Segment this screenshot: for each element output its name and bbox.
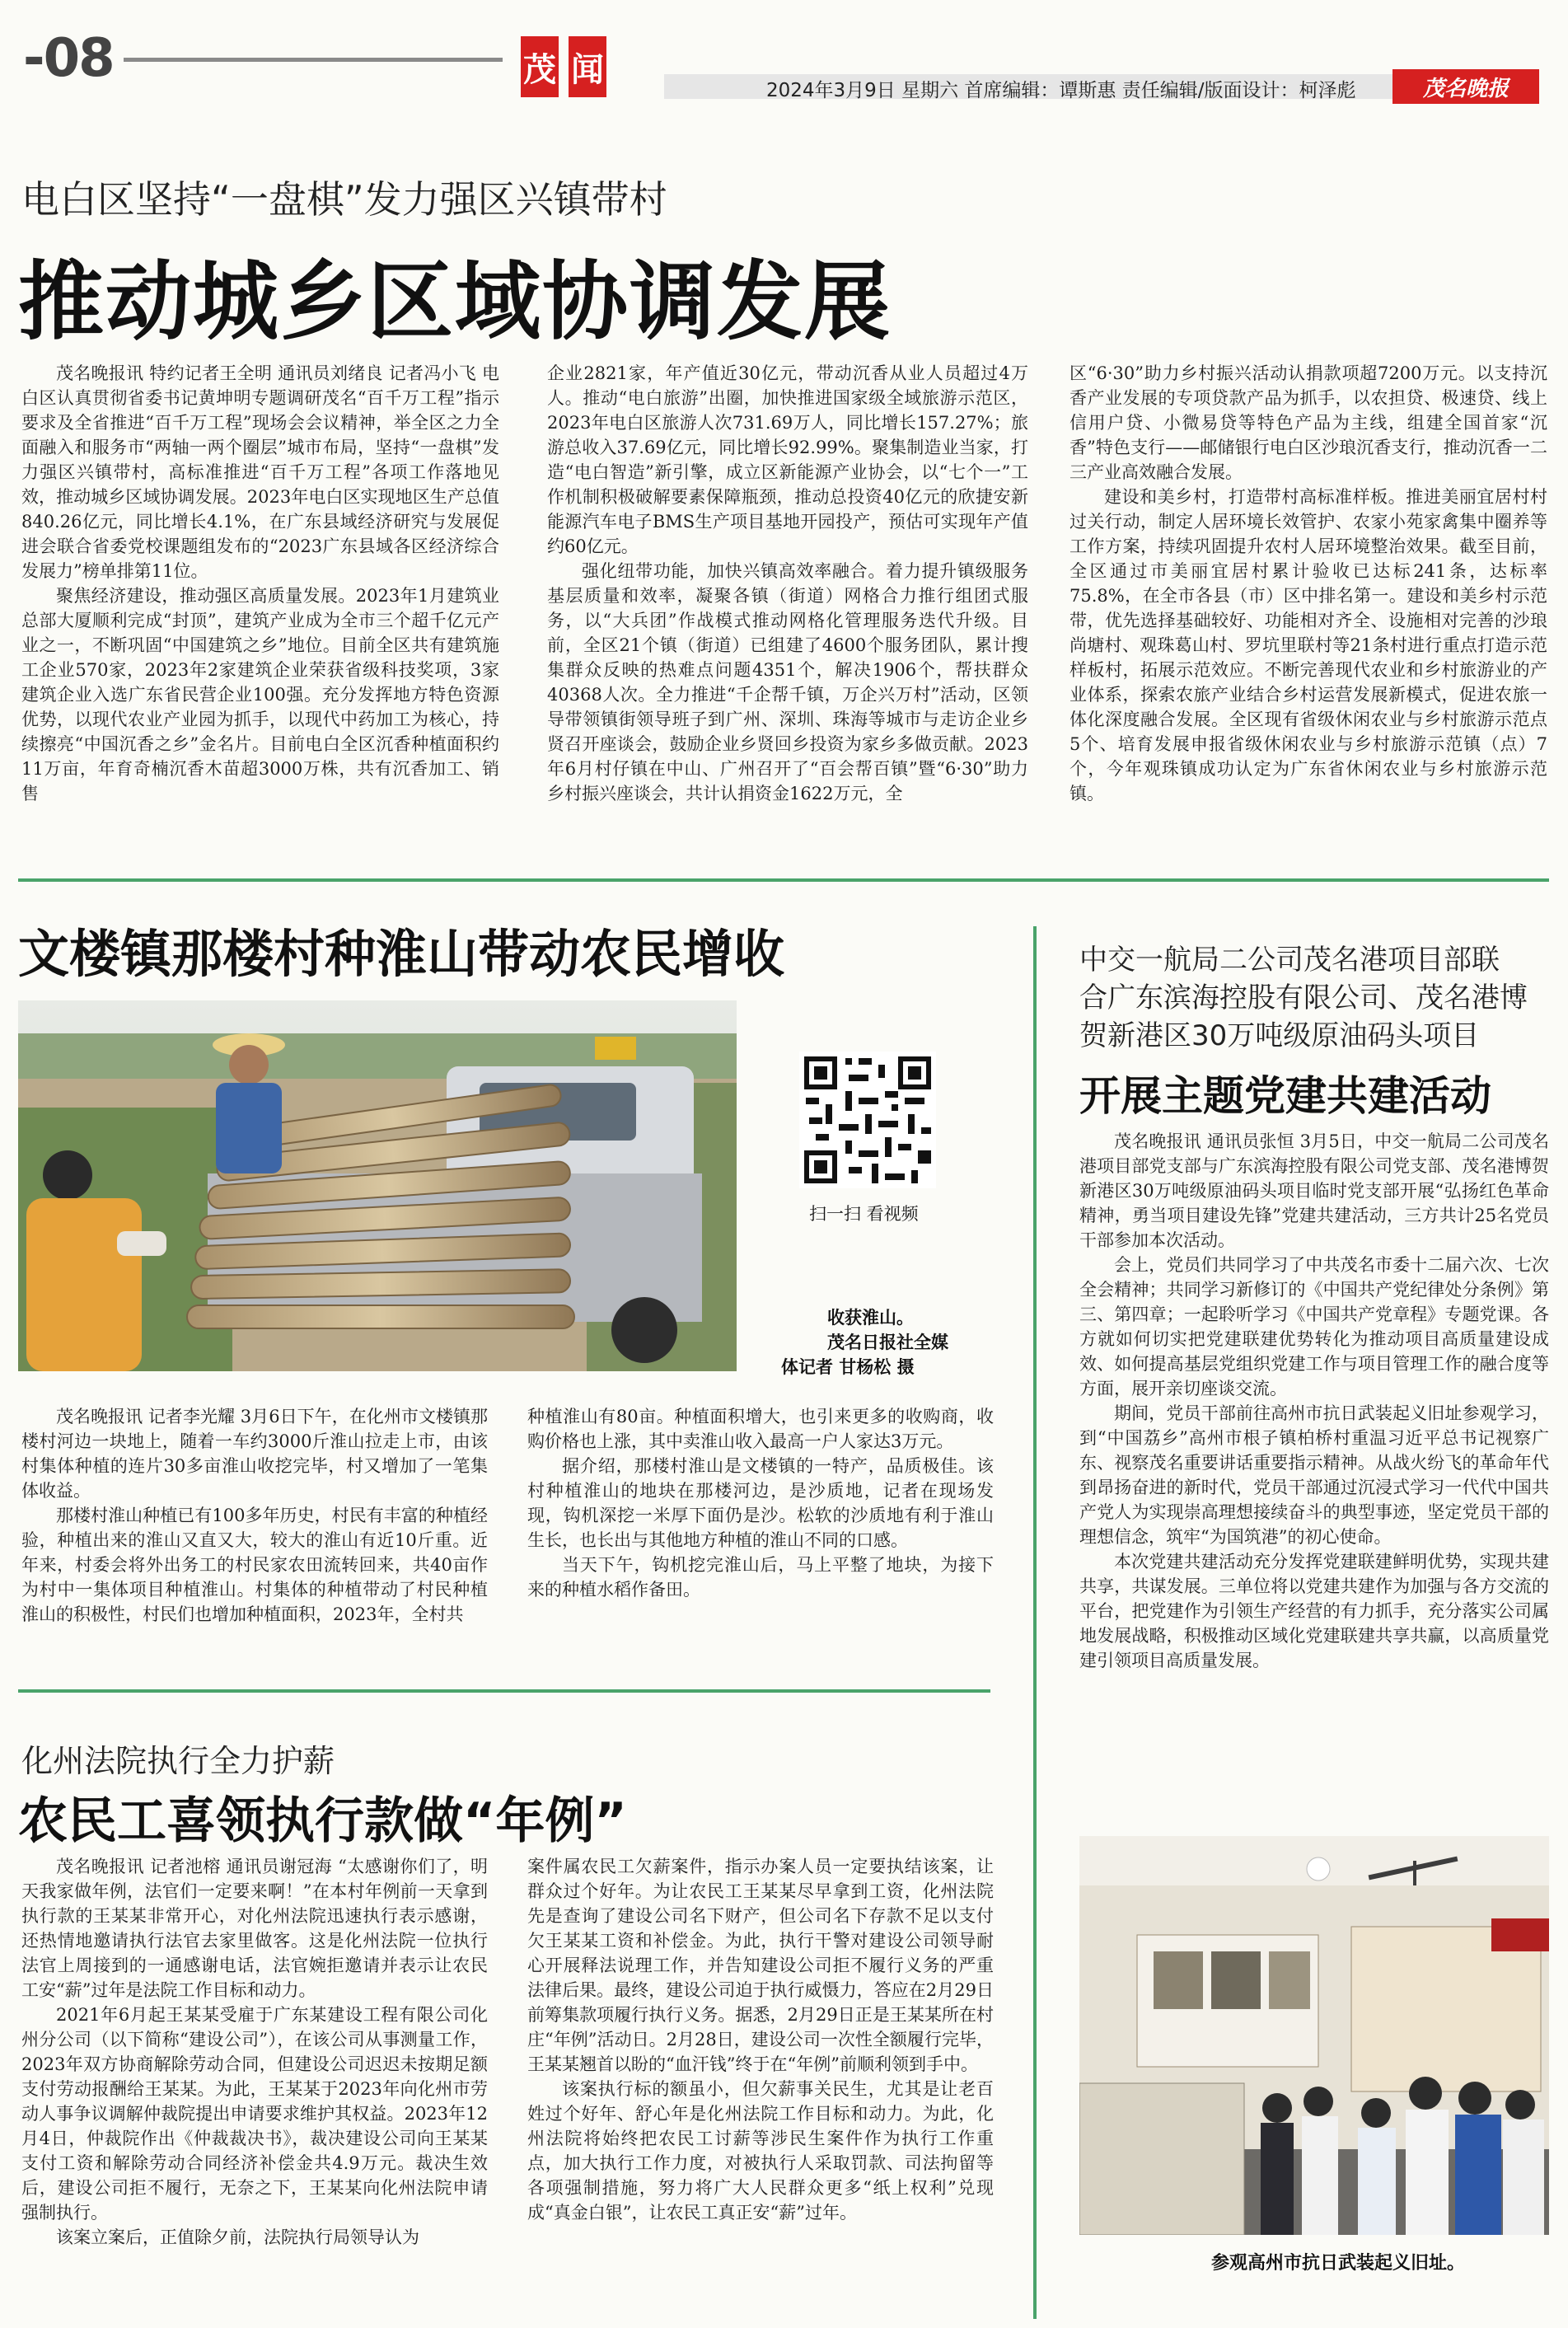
article2-col1-para: 茂名晚报讯 记者李光耀 3月6日下午，在化州市文楼镇那楼村河边一块地上，随着一车约3000斤淮山拉走上市，由该村集体种植的连片30多亩淮山收挖完毕，村又增加了一笔集体收益。 [21,1407,488,1501]
article2-column-2 [527,1404,994,1668]
article3-col1-para: 茂名晚报讯 记者池榕 通讯员谢冠海 “太感谢你们了，明天我家做年例，法官们一定要来啊！”在本村年例前一天拿到执行款的王某某非常开心，对化州法院迅速执行表示感谢，还热情地邀请执行法官去家里做客。这是化州法院一位执行法官上周接到的一通感谢电话，法官婉拒邀请并表示让农民工安“薪”过年是法院工作目标和动力。 [21,1857,488,2000]
article3-col2-para: 案件属农民工欠薪案件，指示办案人员一定要执结该案，让群众过个好年。为让农民工王某某尽早拿到工资，化州法院先是查询了建设公司名下财产，但公司名下存款不足以支付欠王某某工资和补偿金。为此，执行干警对建设公司领导耐心开展释法说理工作，并告知建设公司拒不履行义务的严重法律后果。最终，建设公司迫于执行威慑力，答应在2月29日前筹集款项履行执行义务。据悉，2月29日正是王某某所在村庄“年例”活动日。2月28日，建设公司一次性全额履行完毕，王某某翘首以盼的“血汗钱”终于在“年例”前顺利领到手中。 [527,1857,994,2074]
article2-col2-para: 当天下午，钩机挖完淮山后，马上平整了地块，为接下来的种植水稻作备田。 [527,1555,994,1600]
article4-kicker-line: 合广东滨海控股有限公司、茂名港博 [1079,981,1528,1014]
section-divider [18,1689,990,1693]
article1-column-3 [1070,361,1547,855]
article2-headline: 文楼镇那楼村种淮山带动农民增收 [18,924,785,984]
article4-kicker-line: 贺新港区30万吨级原油码头项目 [1079,1019,1480,1052]
article3-col1-para: 2021年6月起王某某受雇于广东某建设工程有限公司化州分公司（以下简称“建设公司”），在该公司从事测量工作，2023年双方协商解除劳动合同，但建设公司迟迟未按期足额支付劳动报酬给王某某。为此，王某某于2023年向化州市劳动人事争议调解仲裁院提出申请要求维护其权益。2023年12月4日，仲裁院作出《仲裁裁决书》，裁决建设公司向王某某支付工资和解除劳动合同经济补偿金共4.9万元。裁决生效后，建设公司拒不履行，无奈之下，王某某向化州法院申请强制执行。 [21,2005,488,2223]
article1-col3-para: 区“6·30”助力乡村振兴活动认捐款项超7200万元。以支持沉香产业发展的专项贷款产品为抓手，以农担贷、极速贷、线上信用户贷、小微易贷等特色产品为主线，组建全国首家“沉香”特色支行——邮储银行电白区沙琅沉香支行，推动沉香一二三产业高效融合发展。 [1070,363,1547,482]
article1-headline: 推动城乡区域协调发展 [18,251,892,352]
article4-para: 会上，党员们共同学习了中共茂名市委十二届六次、七次全会精神；共同学习新修订的《中国共产党纪律处分条例》第三、第四章；一起聆听学习《中国共产党章程》专题党课。各方就如何切实把党建联建优势转化为推动项目高质量建设成效、如何提高基层党组织党建工作与项目管理工作的融合度等方面，展开亲切座谈交流。 [1079,1255,1549,1398]
article4-para: 本次党建共建活动充分发挥党建联建鲜明优势，实现共建共享，共谋发展。三单位将以党建共建作为加强与各方交流的平台，把党建作为引领生产经营的有力抓手，充分落实公司属地发展战略，积极推动区域化党建联建共享共赢，以高质量党建引领项目高质量发展。 [1079,1552,1549,1670]
video-qr-code[interactable] [799,1052,936,1188]
article2-col2-para: 种植淮山有80亩。种植面积增大，也引来更多的收购商，收购价格也上涨，其中卖淮山收入最高一户人家达3万元。 [527,1407,994,1451]
photo-caption-line: 收获淮山。 [827,1308,914,1328]
yam-harvest-photo [18,1000,737,1371]
page-number: -08 [23,28,114,89]
article1-col3-para: 建设和美乡村，打造带村高标准样板。推进美丽宜居村村过关行动，制定人居环境长效管护、农家小苑家禽集中圈养等工作方案，持续巩固提升农村人居环境整治效果。截至目前，全区通过市美丽宜居村累计验收已达标241条，达标率75.8%，在全市各县（市）区中排名第一。建设和美乡村示范带，优先选择基础较好、功能相对齐全、设施相对完善的沙琅尚塘村、观珠葛山村、罗坑里联村等21条村进行重点打造示范样板村，拓展示范效应。不断完善现代农业和乡村旅游业的产业体系，探索农旅产业结合乡村运营发展新模式，促进农旅一体化深度融合发展。全区现有省级休闲农业与乡村旅游示范点5个、培育发展申报省级休闲农业与乡村旅游示范镇（点）7个，今年观珠镇成功认定为广东省休闲农业与乡村旅游示范镇。 [1070,487,1547,803]
column-divider [1033,926,1037,2319]
dateline: 2024年3月9日 星期六 首席编辑：谭斯惠 责任编辑/版面设计：柯泽彪 [766,80,1356,101]
article1-column-1 [21,361,499,855]
article3-col2-para: 该案执行标的额虽小，但欠薪事关民生，尤其是让老百姓过个好年、舒心年是化州法院工作目标和动力。为此，化州法院将始终把农民工讨薪等涉民生案件作为执行工作重点，加大执行工作力度，对被执行人采取罚款、司法拘留等各项强制措施，努力将广大人民群众更多“纸上权利”兑现成“真金白银”，让农民工真正安“薪”过年。 [527,2079,994,2223]
page-number-rule [124,58,503,62]
article1-kicker: 电白区坚持“一盘棋”发力强区兴镇带村 [21,177,667,222]
article4-para: 茂名晚报讯 通讯员张恒 3月5日，中交一航局二公司茂名港项目部党支部与广东滨海控股有限公司党支部、茂名港博贺新港区30万吨级原油码头项目临时党支部开展“弘扬红色革命精神，勇当项目建设先锋”党建共建活动，三方共计25名党员干部参加本次活动。 [1079,1131,1549,1250]
article3-column-2 [527,1854,994,2317]
article2-col2-para: 据介绍，那楼村淮山是文楼镇的一特产，品质极佳。该村种植淮山的地块在那楼河边，是沙质地，记者在现场发现，钩机深挖一米厚下面仍是沙。松软的沙质地有利于淮山生长，也长出与其他地方种植的淮山不同的口感。 [527,1456,994,1550]
section-badge-char-1: 茂 [521,36,559,97]
article4-photo-caption: 参观高州市抗日武装起义旧址。 [1211,2253,1466,2274]
article4-headline: 开展主题党建共建活动 [1079,1072,1491,1120]
article1-column-2 [547,361,1028,855]
qr-label: 扫一扫 看视频 [809,1204,919,1224]
paper-logo: 茂名晚报 [1392,69,1539,104]
article1-col1-para: 聚焦经济建设，推动强区高质量发展。2023年1月建筑业总部大厦顺利完成“封顶”，建筑产业成为全市三个超千亿元产业之一，不断巩固“中国建筑之乡”地位。目前全区共有建筑施工企业570家，2023年2家建筑企业荣获省级科技奖项，3家建筑企业入选广东省民营企业100强。充分发挥地方特色资源优势，以现代农业产业园为抓手，以现代中药加工为核心，持续擦亮“中国沉香之乡”金名片。目前电白全区沉香种植面积约11万亩，年育奇楠沉香木苗超3000万株，共有沉香加工、销售 [21,586,499,803]
article2-column-1 [21,1404,488,1668]
photo-caption-line: 茂名日报社全媒 [827,1333,948,1352]
museum-visit-photo [1079,1836,1549,2235]
photo-caption-line: 体记者 甘杨松 摄 [781,1357,915,1377]
article1-col2-para: 强化纽带功能，加快兴镇高效率融合。着力提升镇级服务基层质量和效率，凝聚各镇（街道）网格合力推行组团式服务，以“大兵团”作战模式推动网格化管理服务迭代升级。目前，全区21个镇（街道）已组建了4600个服务团队，累计搜集群众反映的热难点问题4351个，解决1906个，帮扶群众40368人次。全力推进“千企帮千镇，万企兴万村”活动，区领导带领镇街领导班子到广州、深圳、珠海等城市与走访企业乡贤召开座谈会，鼓励企业乡贤回乡投资为家乡多做贡献。2023年6月村仔镇在中山、广州召开了“百会帮百镇”暨“6·30”助力乡村振兴座谈会，共计认捐资金1622万元，全 [547,561,1028,803]
section-badge-char-2: 闻 [569,36,606,97]
article1-col1-para: 茂名晚报讯 特约记者王全明 通讯员刘绪良 记者冯小飞 电白区认真贯彻省委书记黄坤明专题调研茂名“百千万工程”指示要求及全省推进“百千万工程”现场会会议精神，举全区之力全面融入和服务市“两轴一两个圈层”城市布局，坚持“一盘棋”发力强区兴镇带村，高标准推进“百千万工程”各项工作落地见效，推动城乡区域协调发展。2023年电白区实现地区生产总值840.26亿元，同比增长4.1%，在广东县域经济研究与发展促进会联合省委党校课题组发布的“2023广东县域各区经济综合发展力”榜单排第11位。 [21,363,499,581]
article4-column [1079,1129,1549,1806]
article3-kicker: 化州法院执行全力护薪 [21,1743,335,1779]
section-divider [18,878,1549,882]
article4-kicker-line: 中交一航局二公司茂名港项目部联 [1079,944,1500,977]
article3-column-1 [21,1854,488,2317]
article2-col1-para: 那楼村淮山种植已有100多年历史，村民有丰富的种植经验，种植出来的淮山又直又大，较大的淮山有近10斤重。近年来，村委会将外出务工的村民家农田流转回来，共40亩作为村中一集体项目种植淮山。村集体的种植带动了村民种植淮山的积极性，村民们也增加种植面积，2023年，全村共 [21,1506,488,1624]
article4-para: 期间，党员干部前往高州市抗日武装起义旧址参观学习，到“中国荔乡”高州市根子镇柏桥村重温习近平总书记视察广东、视察茂名重要讲话重要指示精神。从战火纷飞的革命年代到昂扬奋进的新时代，党员干部通过沉浸式学习一代代中国共产党人为实现崇高理想接续奋斗的典型事迹，坚定党员干部的理想信念，筑牢“为国筑港”的初心使命。 [1079,1403,1549,1547]
article3-headline: 农民工喜领执行款做“年例” [18,1792,627,1850]
article1-col2-para: 企业2821家，年产值近30亿元，带动沉香从业人员超过4万人。推动“电白旅游”出圈，加快推进国家级全域旅游示范区，2023年电白区旅游人次731.69万人，同比增长157.27%；旅游总收入37.69亿元，同比增长92.99%。聚集制造业当家，打造“电白智造”新引擎，成立区新能源产业协会，以“七个一”工作机制积极破解要素保障瓶颈，推动总投资40亿元的欣捷安新能源汽车电子BMS生产项目基地开园投产，预估可实现年产值约60亿元。 [547,363,1028,556]
article3-col1-para: 该案立案后，正值除夕前，法院执行局领导认为 [56,2227,419,2247]
